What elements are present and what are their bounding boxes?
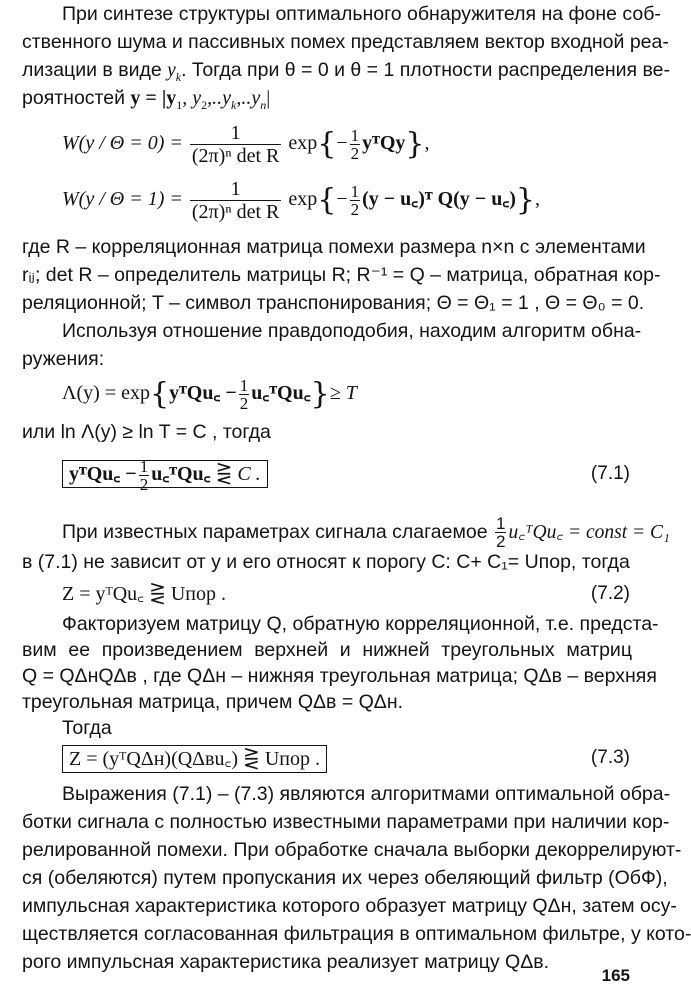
text-span: При известных параметрах сигнала слагаемое	[62, 521, 488, 543]
paragraph-line: Q = QΔнQΔв , где QΔн – нижняя треугольная матрица; QΔв – верхняя	[22, 665, 657, 687]
math-term: (y − u꜀)ᵀ Q(y − u꜀)	[362, 188, 516, 210]
paragraph-line: Выражения (7.1) – (7.3) являются алгоритмами оптимальной обра-	[62, 783, 671, 805]
paragraph-line: рого импульсная характеристика реализует матрицу QΔв.	[22, 951, 550, 973]
paragraph-line: При синтезе структуры оптимального обнаружителя на фоне соб-	[62, 3, 661, 25]
paragraph-line: вим ее произведением верхней и нижней треугольных матриц	[22, 639, 632, 661]
equation-7-1	[62, 450, 268, 498]
paragraph-line: ществляется согласованная фильтрация в оптимальном фильтре, у кото-	[22, 923, 691, 945]
fraction-numerator: 1	[190, 122, 282, 145]
fraction-half	[350, 183, 361, 218]
minus-sign: −	[336, 188, 348, 210]
math-term: u꜀ᵀQu꜀	[151, 463, 211, 485]
math-text: |	[266, 87, 271, 109]
fraction-denominator: 2	[350, 143, 360, 163]
equation-w0	[62, 118, 429, 169]
paragraph-line: Используя отношение правдоподобия, находим алгоритм обна-	[62, 320, 642, 342]
equation-w1	[62, 174, 540, 225]
paragraph-line: в (7.1) не зависит от y и его относят к порогу C: C+ C₁= Uпор, тогда	[22, 551, 630, 573]
math-term: u꜀ᵀQu꜀	[251, 382, 311, 404]
fraction-denominator: (2π)ⁿ det R	[191, 144, 280, 167]
paragraph-line: rᵢⱼ; det R – определитель матрицы R; R⁻¹ = Q – матрица, обратная кор-	[22, 264, 661, 286]
fraction-half	[495, 515, 506, 550]
equation-number: (7.2)	[590, 583, 630, 604]
paragraph-line: ственного шума и пассивных помех представляем вектор входной реа-	[22, 31, 669, 53]
fraction-denominator: (2π)ⁿ det R	[191, 200, 280, 223]
math-text: ,..y	[236, 87, 261, 109]
math-lhs: W(y / Θ = 1) =	[62, 188, 183, 210]
paragraph-line: треугольная матрица, причем QΔв = QΔн.	[22, 691, 404, 713]
right-brace: }	[405, 126, 425, 162]
equation-likelihood-ratio	[62, 370, 357, 417]
equation-7-3	[62, 744, 327, 774]
math-text: y = |y	[130, 87, 177, 109]
math-sub: n	[260, 98, 267, 112]
fraction-numerator: 1	[350, 125, 360, 145]
paragraph-line: Факторизуем матрицу Q, обратную корреляционной, т.е. предста-	[62, 613, 659, 635]
fraction-denominator: 2	[496, 532, 506, 552]
math-sub: k	[175, 69, 182, 84]
text-span: роятностей	[22, 87, 125, 109]
fraction-half	[139, 458, 150, 493]
equation-7-2: Z = yᵀQu꜀ ⋛ Uпор .	[62, 583, 227, 605]
fraction-numerator: 1	[496, 514, 506, 534]
left-brace: {	[317, 182, 337, 218]
punctuation: ,	[424, 132, 430, 154]
math-lhs: W(y / Θ = 0) =	[62, 132, 183, 154]
equation-number: (7.1)	[590, 463, 630, 484]
punctuation: ,	[535, 188, 541, 210]
math-term: C .	[237, 463, 261, 485]
fraction	[190, 178, 282, 223]
fraction-denominator: 2	[350, 199, 360, 219]
exp-label: exp	[288, 132, 318, 154]
paragraph-line: где R – корреляционная матрица помехи размера n×n с элементами	[22, 236, 646, 258]
math-sub: 1	[176, 98, 183, 112]
fraction	[190, 122, 282, 167]
fraction-numerator: 1	[350, 181, 360, 201]
math-term: yᵀQu꜀ −	[169, 382, 237, 404]
comparison-sign: ⋛	[215, 463, 233, 485]
math-lhs: Λ(y) = exp	[62, 382, 150, 404]
paragraph-line	[22, 58, 671, 84]
text-span: . Тогда при θ = 0 и θ = 1 плотности распределения ве-	[181, 59, 671, 81]
fraction-half	[350, 127, 361, 162]
fraction-denominator: 2	[139, 474, 149, 494]
math-sub: 2	[201, 98, 208, 112]
math-text: , y	[182, 87, 202, 109]
fraction-half	[239, 377, 250, 412]
fraction-numerator: 1	[139, 456, 149, 476]
math-term: yᵀQu꜀ −	[69, 463, 137, 485]
exp-label: exp	[288, 188, 318, 210]
fraction-numerator: 1	[190, 178, 282, 201]
math-sub: k	[231, 98, 237, 112]
paragraph-line: импульсная характеристика которого образует матрицу QΔн, затем осу-	[22, 895, 677, 917]
page-number: 165	[601, 966, 630, 985]
equation-number: (7.3)	[590, 747, 630, 768]
fraction-numerator: 1	[239, 375, 249, 395]
text-span: лизации в виде	[22, 59, 162, 81]
fraction-denominator: 2	[239, 393, 249, 413]
math-rhs: ≥ T	[329, 382, 357, 404]
paragraph-line	[62, 512, 670, 553]
paragraph-line: ботки сигнала с полностью известными параметрами при наличии кор-	[22, 811, 670, 833]
paragraph-line: ружения:	[22, 348, 105, 370]
boxed-formula	[62, 456, 268, 494]
left-brace: {	[317, 126, 337, 162]
paragraph-line	[22, 86, 632, 110]
math-var: y	[167, 60, 176, 81]
boxed-formula: Z = (yᵀQΔн)(QΔвu꜀) ⋛ Uпор .	[62, 745, 327, 773]
right-brace: }	[310, 376, 330, 412]
vector-y-definition	[130, 87, 271, 112]
left-brace: {	[149, 376, 170, 412]
math-term: yᵀQy	[362, 132, 406, 154]
paragraph-line: релированной помехи. При обработке сначала выборки декоррелируют-	[22, 839, 682, 861]
math-text: u꜀ᵀQu꜀ = const = C₁	[508, 522, 670, 543]
paragraph-line: реляционной; T – символ транспонирования; Θ = Θ₁ = 1 , Θ = Θ₀ = 0.	[22, 292, 645, 314]
right-brace: }	[515, 182, 536, 218]
paragraph-line: Тогда	[62, 717, 112, 739]
paragraph-line: ся (обеляются) путем пропускания их через обеляющий фильтр (ОбФ),	[22, 867, 668, 889]
paragraph-line: или ln Λ(y) ≥ ln T = C , тогда	[22, 421, 271, 443]
minus-sign: −	[336, 132, 348, 154]
math-text: ,..y	[207, 87, 232, 109]
